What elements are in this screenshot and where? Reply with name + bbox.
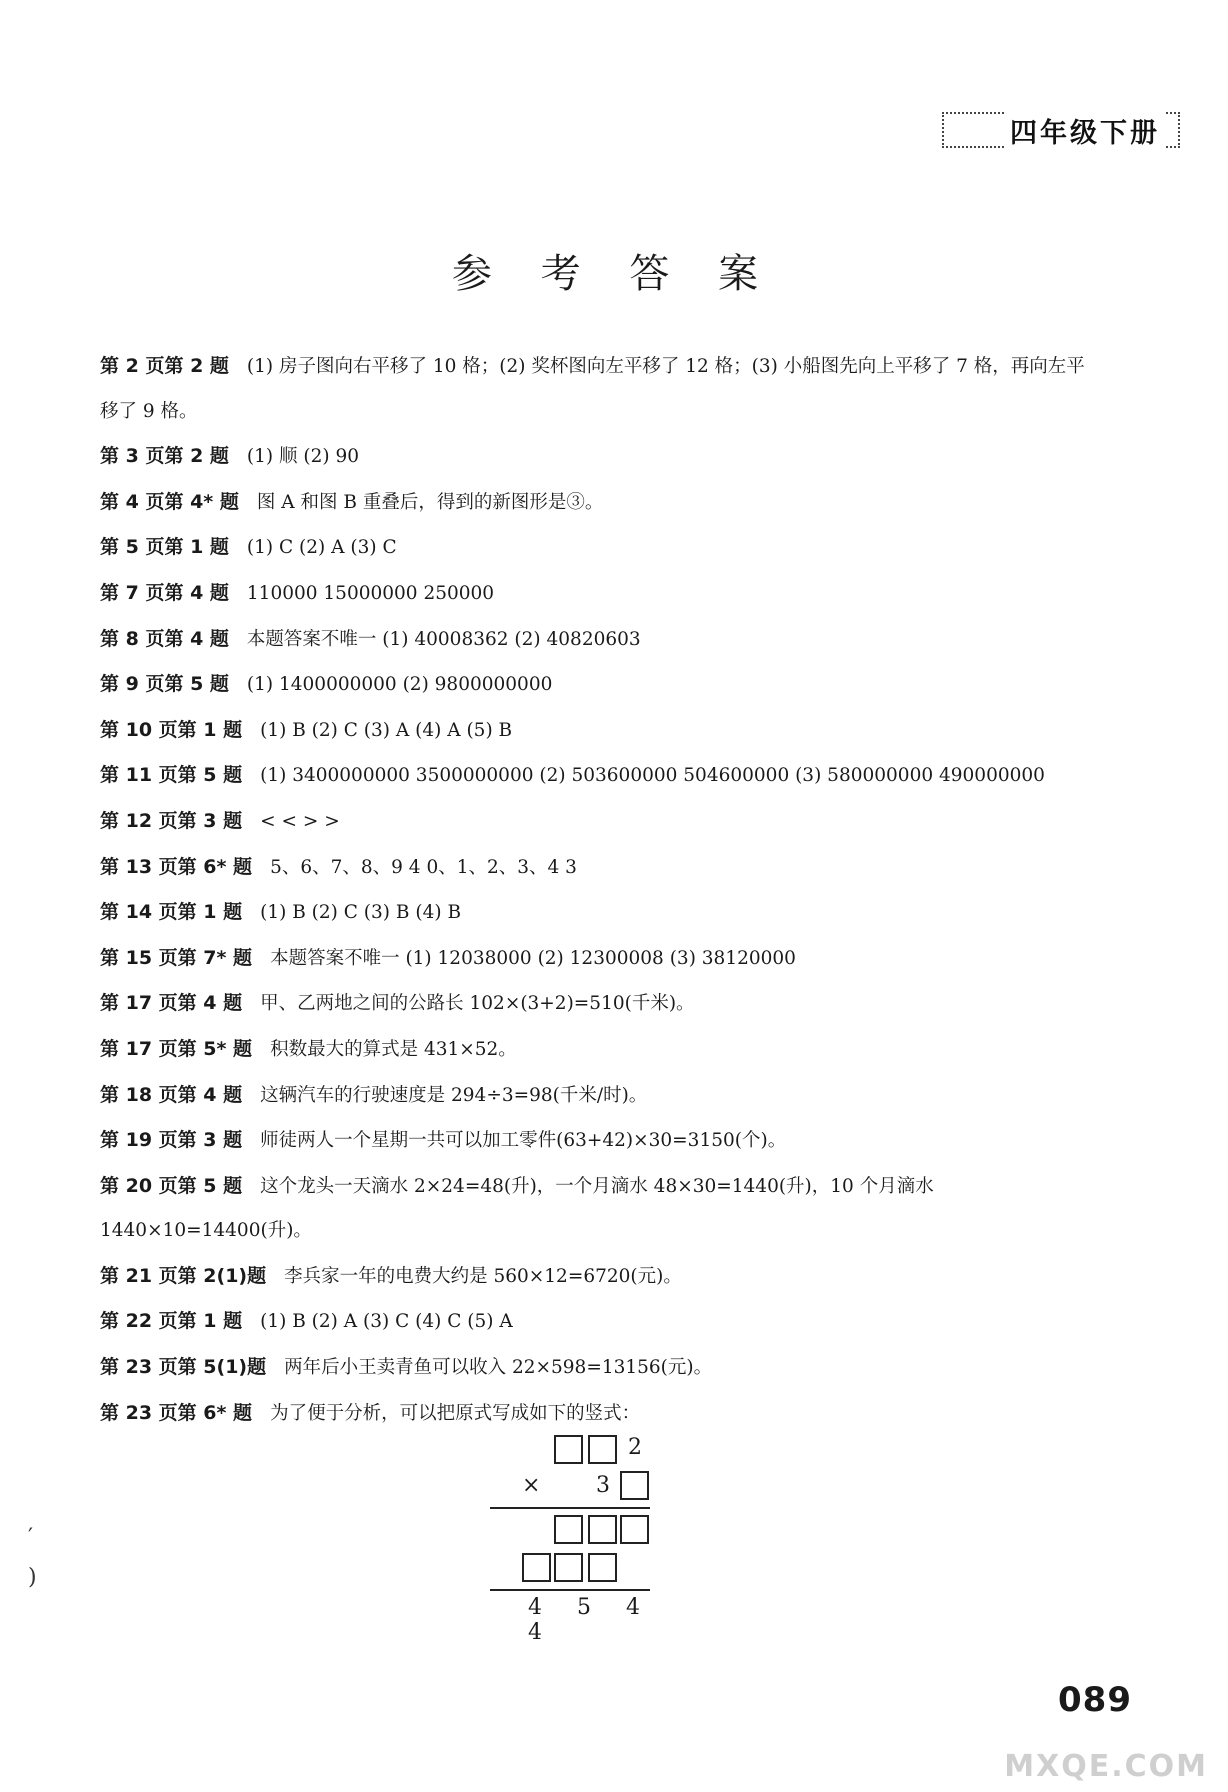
answer-item: 第 20 页第 5 题 这个龙头一天滴水 2×24=48(升)，一个月滴水 48×30=1440(升)，10 个月滴水 1440×10=14400(升)。 <box>100 1174 934 1242</box>
margin-mark: ) <box>28 1565 37 1590</box>
answer-item: 第 13 页第 6* 题 5、6、7、8、9 4 0、1、2、3、4 3 <box>100 855 577 878</box>
times-sign: × <box>522 1473 541 1498</box>
digit: 3 <box>596 1473 610 1498</box>
answer-item: 第 19 页第 3 题 师徒两人一个星期一共可以加工零件(63+42)×30=3150(个)。 <box>100 1129 787 1152</box>
blank-box <box>620 1515 649 1544</box>
watermark: MXQE.COM <box>1004 1749 1208 1784</box>
sum-rule <box>490 1507 650 1509</box>
answer-item: 第 23 页第 6* 题 为了便于分析，可以把原式写成如下的竖式： <box>100 1401 641 1424</box>
sum-rule <box>490 1589 650 1591</box>
blank-box <box>554 1515 583 1544</box>
answer-item: 第 5 页第 1 题 (1) C (2) A (3) C <box>100 536 397 559</box>
result-digits: 4 5 4 4 <box>528 1595 654 1645</box>
grade-label: 四年级下册 <box>1004 111 1166 150</box>
answer-item: 第 22 页第 1 题 (1) B (2) A (3) C (4) C (5) A <box>100 1310 513 1333</box>
grade-badge <box>942 112 1180 148</box>
blank-box <box>522 1553 551 1582</box>
answer-item: 第 3 页第 2 题 (1) 顺 (2) 90 <box>100 445 359 468</box>
answer-list <box>100 344 1100 1436</box>
vertical-multiplication <box>470 1435 670 1645</box>
answer-item: 第 7 页第 4 题 110000 15000000 250000 <box>100 581 495 604</box>
margin-mark: ′ <box>28 1525 33 1550</box>
answer-item: 第 18 页第 4 题 这辆汽车的行驶速度是 294÷3=98(千米/时)。 <box>100 1083 648 1106</box>
answer-item: 第 15 页第 7* 题 本题答案不唯一 (1) 12038000 (2) 12300008 (3) 38120000 <box>100 946 796 969</box>
answer-item: 第 8 页第 4 题 本题答案不唯一 (1) 40008362 (2) 40820603 <box>100 627 641 650</box>
answer-item: 第 2 页第 2 题 (1) 房子图向右平移了 10 格；(2) 奖杯图向左平移了 12 格；(3) 小船图先向上平移了 7 格，再向左平移了 9 格。 <box>100 355 1085 422</box>
digit: 2 <box>628 1435 642 1460</box>
page-title: 参 考 答 案 <box>451 251 777 297</box>
blank-box <box>554 1553 583 1582</box>
answer-item: 第 17 页第 4 题 甲、乙两地之间的公路长 102×(3+2)=510(千米)。 <box>100 992 695 1015</box>
blank-box <box>588 1435 617 1464</box>
page-number: 089 <box>1058 1680 1132 1720</box>
answer-item: 第 11 页第 5 题 (1) 3400000000 3500000000 (2) 503600000 504600000 (3) 580000000 490000000 <box>100 764 1045 787</box>
answer-item: 第 12 页第 3 题 < < > > <box>100 809 340 832</box>
answer-item: 第 21 页第 2(1)题 李兵家一年的电费大约是 560×12=6720(元)。 <box>100 1264 682 1287</box>
answer-item: 第 14 页第 1 题 (1) B (2) C (3) B (4) B <box>100 901 462 924</box>
answer-item: 第 4 页第 4* 题 图 A 和图 B 重叠后，得到的新图形是③。 <box>100 490 604 513</box>
answer-item: 第 17 页第 5* 题 积数最大的算式是 431×52。 <box>100 1037 517 1060</box>
blank-box <box>554 1435 583 1464</box>
blank-box <box>588 1515 617 1544</box>
blank-box <box>620 1471 649 1500</box>
answer-item: 第 10 页第 1 题 (1) B (2) C (3) A (4) A (5) B <box>100 718 513 741</box>
blank-box <box>588 1553 617 1582</box>
answer-item: 第 9 页第 5 题 (1) 1400000000 (2) 9800000000 <box>100 673 553 696</box>
answer-item: 第 23 页第 5(1)题 两年后小王卖青鱼可以收入 22×598=13156(元)。 <box>100 1356 713 1379</box>
